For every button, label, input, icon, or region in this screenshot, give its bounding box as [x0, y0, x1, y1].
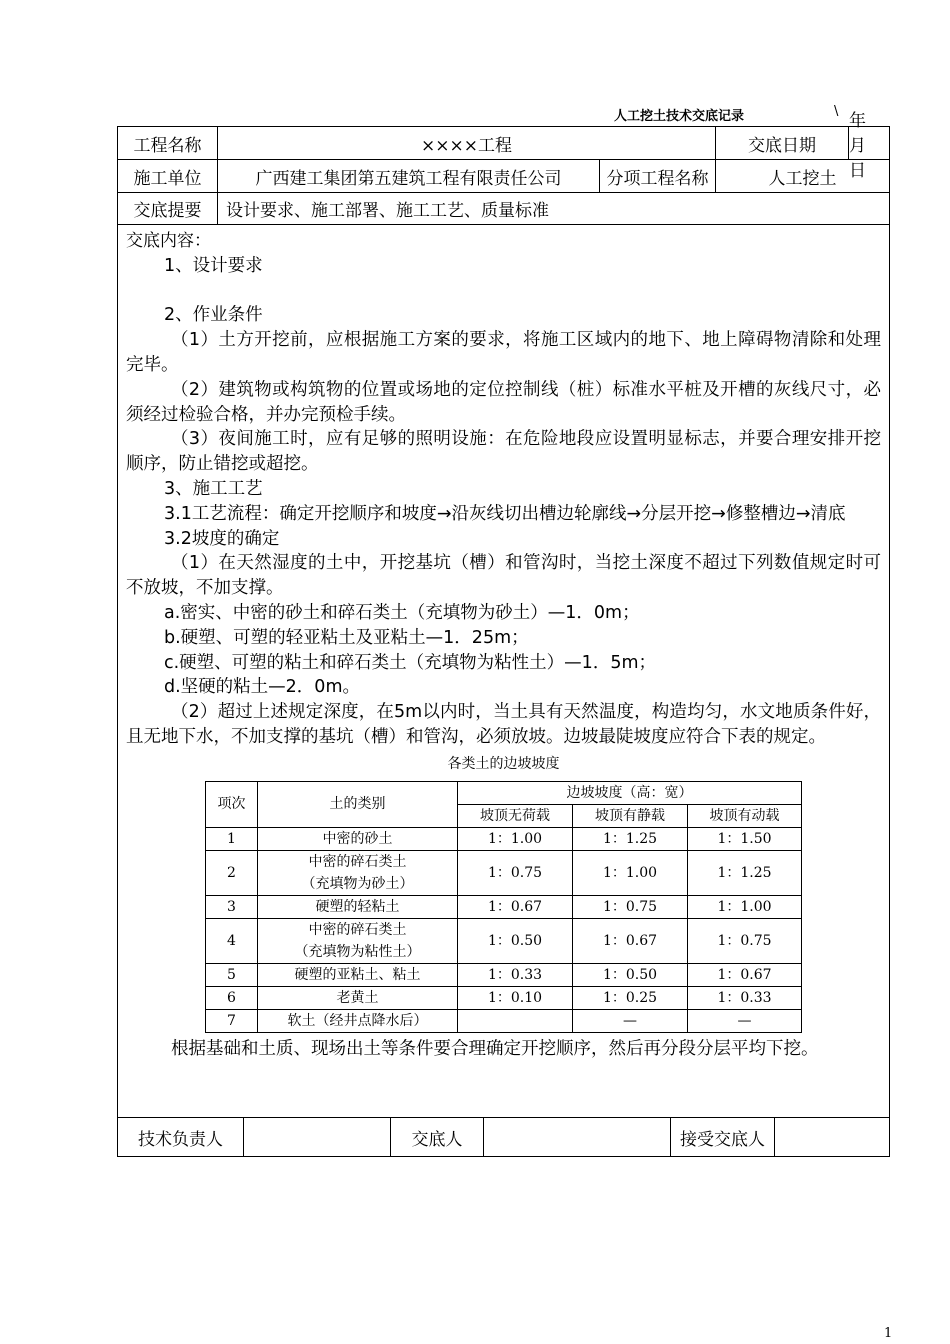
paragraph: 3.1工艺流程：确定开挖顺序和坡度→沿灰线切出槽边轮廓线→分层开挖→修整槽边→清底 — [164, 503, 846, 524]
row-v1: 1：0.67 — [458, 895, 573, 918]
construction-unit-value: 广西建工集团第五建筑工程有限责任公司 — [218, 160, 600, 192]
section-conditions: 2、作业条件 — [164, 305, 263, 326]
col-header-no-load: 坡顶无荷载 — [458, 804, 573, 827]
project-name-label: 工程名称 — [118, 127, 218, 160]
row-soil: 老黄土 — [258, 986, 458, 1009]
table-row — [206, 918, 802, 963]
row-v2: 1：0.25 — [573, 986, 688, 1009]
row-v3: 1：1.50 — [688, 827, 802, 850]
col-header-soil: 土的类别 — [258, 781, 458, 827]
tech-lead-signature — [244, 1118, 391, 1156]
sub-project-label: 分项工程名称 — [606, 168, 709, 189]
row-v1: 1：1.00 — [458, 827, 573, 850]
closing-paragraph: 根据基础和土质、现场出土等条件要合理确定开挖顺序，然后再分段分层平均下挖。 — [171, 1038, 819, 1059]
paragraph: （3）夜间施工时，应有足够的照明设施：在危险地段应设置明显标志，并要合理安排开挖顺序，防止错挖或超挖。 — [126, 429, 882, 475]
paragraph: （1）土方开挖前，应根据施工方案的要求，将施工区域内的地下、地上障碍物清除和处理完毕。 — [126, 330, 882, 375]
table-row — [206, 827, 802, 850]
page-number: 1 — [884, 1326, 893, 1341]
list-item: a.密实、中密的砂土和碎石类土（充填物为砂土）—1．0m； — [164, 602, 640, 623]
section-design: 1、设计要求 — [164, 255, 263, 276]
row-v2: 1：0.67 — [573, 918, 688, 963]
date-label: 交底日期 — [716, 127, 849, 159]
row-soil: 中密的砂土 — [258, 827, 458, 850]
table-row — [206, 1009, 802, 1032]
row-no: 2 — [206, 850, 258, 895]
paragraph: （2）建筑物或构筑物的位置或场地的定位控制线（桩）标准水平桩及开槽的灰线尺寸，必须经过检验合格，并办完预检手续。 — [126, 379, 882, 425]
paragraph: （2）超过上述规定深度，在5m以内时，当土具有天然温度，构造均匀，水文地质条件好，且无地下水，不加支撑的基坑（槽）和管沟，必须放坡。边坡最陡坡度应符合下表的规定。 — [126, 702, 882, 747]
row-v1: 1：0.33 — [458, 963, 573, 986]
soil-line: （充填物为砂土） — [301, 875, 414, 892]
soil-line: 中密的碎石类土 — [308, 921, 407, 938]
row-v2: 1：0.75 — [573, 895, 688, 918]
discloser-label: 交底人 — [391, 1118, 484, 1156]
row-v1: 1：0.10 — [458, 986, 573, 1009]
soil-line: （充填物为粘性土） — [294, 943, 421, 960]
table-row — [206, 963, 802, 986]
slope-table — [205, 781, 802, 1033]
row-no: 4 — [206, 918, 258, 963]
content-label: 交底内容： — [126, 231, 211, 251]
row-no: 5 — [206, 963, 258, 986]
section-process: 3、施工工艺 — [164, 478, 263, 499]
date-value: 年 月 日 — [849, 110, 884, 181]
col-header-dynamic-load: 坡顶有动载 — [688, 804, 802, 827]
soil-line: 中密的碎石类土 — [308, 853, 407, 870]
table-row — [206, 986, 802, 1009]
col-header-item: 项次 — [206, 781, 258, 827]
content-body — [126, 229, 881, 1061]
discloser-signature — [484, 1118, 671, 1156]
row-v3: — — [688, 1009, 802, 1032]
row-v2: 1：1.25 — [573, 827, 688, 850]
paragraph: 3.2坡度的确定 — [164, 528, 280, 549]
summary-value: 设计要求、施工部署、施工工艺、质量标准 — [218, 193, 890, 225]
row-v1: 1：0.75 — [458, 850, 573, 895]
row-v3: 1：0.75 — [688, 918, 802, 963]
corner-mark: \ — [834, 104, 839, 119]
list-item: d.坚硬的粘土—2．0m。 — [164, 677, 360, 698]
row-no: 1 — [206, 827, 258, 850]
row-v1 — [458, 1009, 573, 1032]
table-row — [206, 895, 802, 918]
col-header-static-load: 坡顶有静载 — [573, 804, 688, 827]
document-title: 人工挖土技术交底记录 — [614, 109, 745, 124]
project-name-value: ××××工程 — [218, 127, 716, 160]
tech-lead-label: 技术负责人 — [118, 1118, 244, 1156]
receiver-signature — [775, 1118, 889, 1156]
row-no: 7 — [206, 1009, 258, 1032]
row-soil — [258, 918, 458, 963]
list-item: b.硬塑、可塑的轻亚粘土及亚粘土—1．25m； — [164, 627, 529, 648]
slope-table-title: 各类土的边坡坡度 — [447, 755, 560, 772]
row-soil: 硬塑的亚粘土、粘土 — [258, 963, 458, 986]
row-soil: 软土（经井点降水后） — [258, 1009, 458, 1032]
row-v3: 1：0.67 — [688, 963, 802, 986]
summary-label: 交底提要 — [118, 193, 218, 225]
row-v2: 1：1.00 — [573, 850, 688, 895]
row-v1: 1：0.50 — [458, 918, 573, 963]
receiver-label: 接受交底人 — [671, 1118, 775, 1156]
row-soil: 硬塑的轻粘土 — [258, 895, 458, 918]
row-v3: 1：1.25 — [688, 850, 802, 895]
list-item: c.硬塑、可塑的粘土和碎石类土（充填物为粘性土）—1．5m； — [164, 652, 656, 673]
row-no: 3 — [206, 895, 258, 918]
row-v3: 1：0.33 — [688, 986, 802, 1009]
table-row — [206, 850, 802, 895]
paragraph: （1）在天然湿度的土中，开挖基坑（槽）和管沟时，当挖土深度不超过下列数值规定时可不放坡，不加支撑。 — [126, 553, 882, 599]
row-v3: 1：1.00 — [688, 895, 802, 918]
construction-unit-label: 施工单位 — [118, 160, 218, 193]
sub-project-value: 人工挖土 — [768, 168, 837, 189]
row-v2: 1：0.50 — [573, 963, 688, 986]
row-v2: — — [573, 1009, 688, 1032]
row-soil — [258, 850, 458, 895]
row-no: 6 — [206, 986, 258, 1009]
content-cell — [118, 225, 890, 1118]
col-header-slope: 边坡坡度（高：宽） — [458, 781, 802, 804]
